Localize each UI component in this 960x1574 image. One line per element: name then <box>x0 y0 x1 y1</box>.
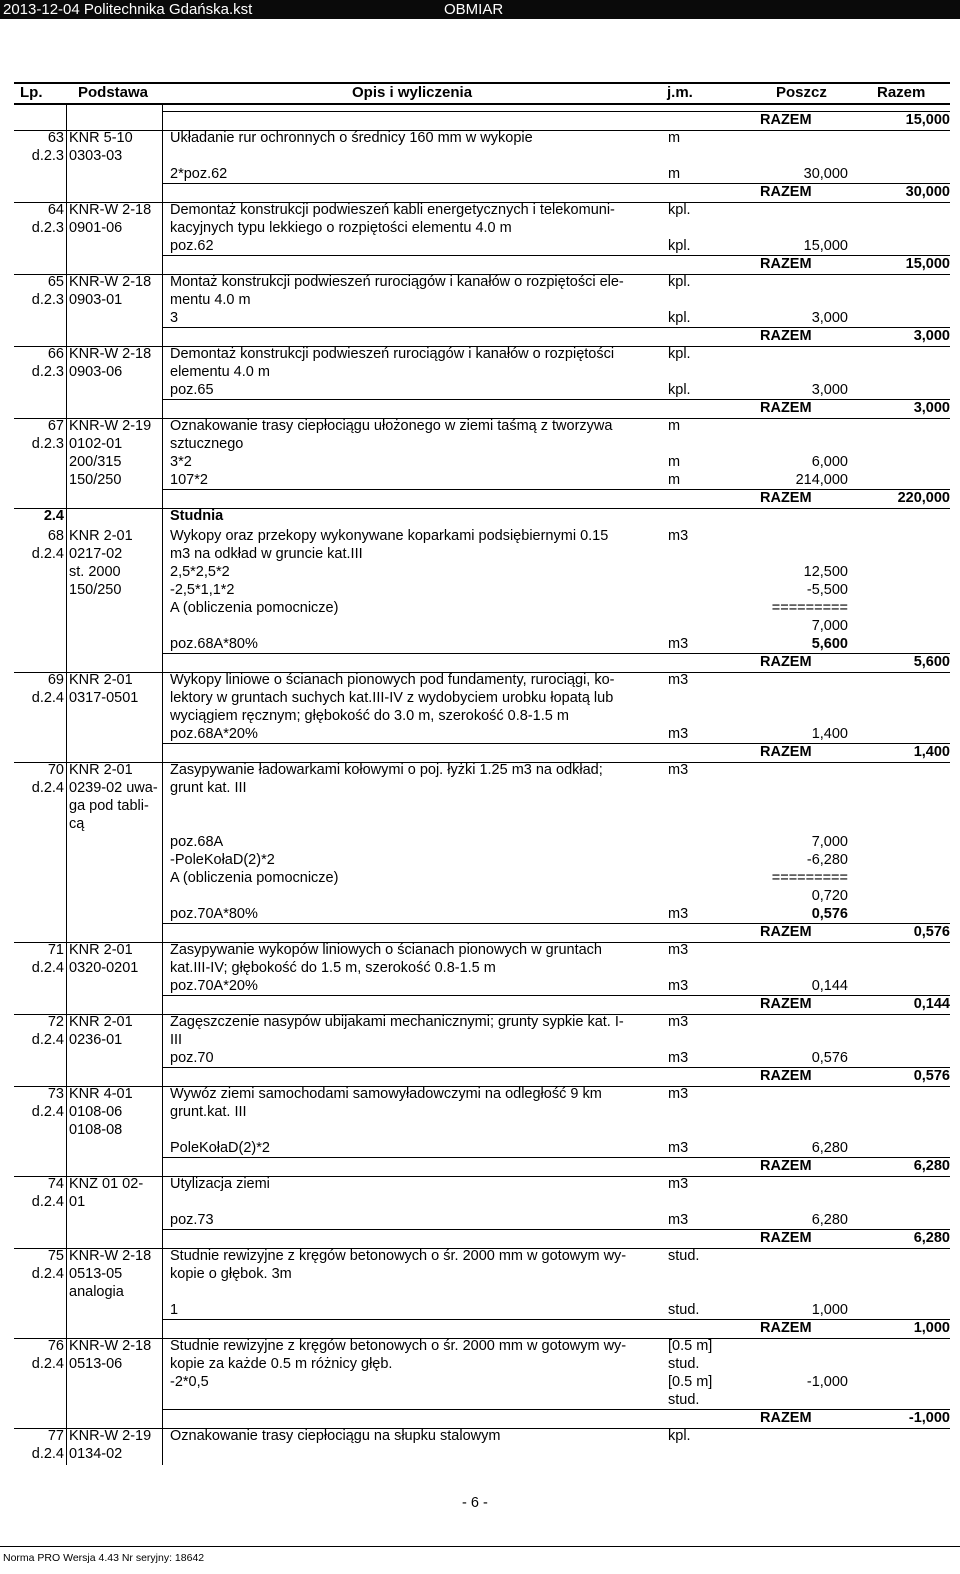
jm-cell: m3 <box>668 762 689 778</box>
opis-cell: mentu 4.0 m <box>170 292 251 308</box>
opis-cell: Zagęszczenie nasypów ubijakami mechanicznymi; grunty sypkie kat. I- <box>170 1014 624 1030</box>
lp-cell: 73 <box>47 1086 64 1102</box>
opis-cell: poz.68A*20% <box>170 726 258 742</box>
podstawa-cell: 01 <box>69 1194 86 1210</box>
opis-cell: elementu 4.0 m <box>170 364 270 380</box>
podstawa-cell: 0236-01 <box>69 1032 123 1048</box>
razem-value: 220,000 <box>897 490 950 506</box>
opis-cell: poz.62 <box>170 238 214 254</box>
razem-value: 3,000 <box>913 328 950 344</box>
poszcz-value: ========= <box>771 600 848 616</box>
jm-cell: kpl. <box>668 346 691 362</box>
opis-cell: III <box>170 1032 183 1048</box>
lp-cell: 74 <box>47 1176 64 1192</box>
jm-cell: stud. <box>668 1356 700 1372</box>
podstawa-cell: KNR 4-01 <box>69 1086 133 1102</box>
opis-cell: 3*2 <box>170 454 192 470</box>
razem-label: RAZEM <box>760 112 812 128</box>
podstawa-cell: KNZ 01 02- <box>69 1176 144 1192</box>
razem-rule <box>162 111 950 112</box>
podstawa-cell: 0901-06 <box>69 220 123 236</box>
opis-cell: Zasypywanie ładowarkami kołowymi o poj. łyżki 1.25 m3 na odkład; <box>170 762 603 778</box>
poszcz-value: 0,576 <box>811 1050 848 1066</box>
jm-cell: m3 <box>668 1176 689 1192</box>
jm-cell: m <box>668 130 681 146</box>
lp-cell: d.2.4 <box>31 1032 64 1048</box>
opis-cell: wyciągiem ręcznym; głębokość do 3.0 m, szerokość 0.8-1.5 m <box>170 708 569 724</box>
razem-rule-bottom <box>14 508 950 509</box>
lp-cell: 76 <box>47 1338 64 1354</box>
lp-cell: 75 <box>47 1248 64 1264</box>
jm-cell: kpl. <box>668 274 691 290</box>
lp-cell: 63 <box>47 130 64 146</box>
razem-value: -1,000 <box>908 1410 950 1426</box>
razem-rule <box>162 327 950 328</box>
lp-cell: 66 <box>47 346 64 362</box>
podstawa-cell: 0134-02 <box>69 1446 123 1462</box>
razem-value: 1,000 <box>913 1320 950 1336</box>
jm-cell: m3 <box>668 906 689 922</box>
podstawa-cell: 0317-0501 <box>69 690 139 706</box>
opis-cell: 107*2 <box>170 472 208 488</box>
opis-cell: Wykopy oraz przekopy wykonywane koparkami podsiębiernymi 0.15 <box>170 528 609 544</box>
opis-cell: kat.III-IV; głębokość do 1.5 m, szerokość 0.8-1.5 m <box>170 960 496 976</box>
podstawa-cell: KNR-W 2-18 <box>69 1338 152 1354</box>
jm-cell: stud. <box>668 1248 700 1264</box>
poszcz-value: 6,000 <box>811 454 848 470</box>
opis-cell: Demontaż konstrukcji podwieszeń rurociągów i kanałów o rozpiętości <box>170 346 615 362</box>
podstawa-cell: KNR-W 2-18 <box>69 346 152 362</box>
opis-cell: Utylizacja ziemi <box>170 1176 270 1192</box>
podstawa-cell: analogia <box>69 1284 124 1300</box>
jm-cell: kpl. <box>668 1428 691 1444</box>
opis-cell: 3 <box>170 310 179 326</box>
poszcz-value: 1,400 <box>811 726 848 742</box>
podstawa-cell: KNR 2-01 <box>69 762 133 778</box>
lp-cell: d.2.3 <box>31 292 64 308</box>
footer-rule <box>0 1546 960 1547</box>
col-header-podstawa: Podstawa <box>78 84 149 101</box>
opis-cell: -PoleKołaD(2)*2 <box>170 852 275 868</box>
opis-cell: grunt kat. III <box>170 780 247 796</box>
col-separator-lp <box>66 105 67 1465</box>
lp-cell: 65 <box>47 274 64 290</box>
poszcz-value: 0,576 <box>811 906 848 922</box>
lp-cell: d.2.4 <box>31 1104 64 1120</box>
lp-cell: d.2.3 <box>31 364 64 380</box>
razem-rule <box>162 1067 950 1068</box>
poszcz-value: 6,280 <box>811 1140 848 1156</box>
lp-cell: 69 <box>47 672 64 688</box>
opis-cell: Oznakowanie trasy ciepłociągu ułożonego w ziemi taśmą z tworzywa <box>170 418 613 434</box>
lp-cell: d.2.4 <box>31 1356 64 1372</box>
opis-cell: PoleKołaD(2)*2 <box>170 1140 270 1156</box>
podstawa-cell: 0108-06 <box>69 1104 123 1120</box>
opis-cell: -2*0,5 <box>170 1374 209 1390</box>
lp-cell: d.2.3 <box>31 220 64 236</box>
podstawa-cell: 0102-01 <box>69 436 123 452</box>
lp-cell: 64 <box>47 202 64 218</box>
podstawa-cell: 200/315 <box>69 454 122 470</box>
podstawa-cell: KNR 2-01 <box>69 528 133 544</box>
razem-label: RAZEM <box>760 256 812 272</box>
jm-cell: kpl. <box>668 202 691 218</box>
razem-label: RAZEM <box>760 184 812 200</box>
razem-label: RAZEM <box>760 654 812 670</box>
podstawa-cell: KNR-W 2-18 <box>69 1248 152 1264</box>
jm-cell: m3 <box>668 978 689 994</box>
opis-cell: Wywóz ziemi samochodami samowyładowczymi na odległość 9 km <box>170 1086 602 1102</box>
jm-cell: m <box>668 472 681 488</box>
jm-cell: m3 <box>668 1140 689 1156</box>
opis-cell: A (obliczenia pomocnicze) <box>170 870 339 886</box>
title-bar <box>0 0 960 19</box>
jm-cell: m3 <box>668 942 689 958</box>
jm-cell: [0.5 m] <box>668 1338 713 1354</box>
podstawa-cell: 0513-06 <box>69 1356 123 1372</box>
razem-rule <box>162 1319 950 1320</box>
razem-value: 3,000 <box>913 400 950 416</box>
opis-cell: poz.68A <box>170 834 224 850</box>
opis-cell: poz.70A*80% <box>170 906 258 922</box>
razem-label: RAZEM <box>760 400 812 416</box>
podstawa-cell: 150/250 <box>69 582 122 598</box>
lp-cell: 70 <box>47 762 64 778</box>
poszcz-value: -1,000 <box>806 1374 848 1390</box>
razem-value: 6,280 <box>913 1230 950 1246</box>
razem-value: 30,000 <box>905 184 950 200</box>
opis-cell: Układanie rur ochronnych o średnicy 160 mm w wykopie <box>170 130 533 146</box>
opis-cell: 1 <box>170 1302 179 1318</box>
opis-cell: lektory w gruntach suchych kat.III-IV z wydobyciem urobku łopatą lub <box>170 690 614 706</box>
jm-cell: m <box>668 418 681 434</box>
lp-cell: 2.4 <box>43 508 64 524</box>
opis-cell: grunt.kat. III <box>170 1104 247 1120</box>
razem-label: RAZEM <box>760 490 812 506</box>
jm-cell: m3 <box>668 636 689 652</box>
lp-cell: 71 <box>47 942 64 958</box>
jm-cell: m3 <box>668 1086 689 1102</box>
razem-label: RAZEM <box>760 1158 812 1174</box>
lp-cell: d.2.4 <box>31 690 64 706</box>
lp-cell: 68 <box>47 528 64 544</box>
razem-value: 0,144 <box>913 996 950 1012</box>
opis-cell: Wykopy liniowe o ścianach pionowych pod fundamenty, rurociągi, ko- <box>170 672 615 688</box>
opis-cell: poz.73 <box>170 1212 214 1228</box>
razem-value: 6,280 <box>913 1158 950 1174</box>
lp-cell: d.2.4 <box>31 1194 64 1210</box>
poszcz-value: 30,000 <box>803 166 848 182</box>
razem-rule <box>162 399 950 400</box>
podstawa-cell: st. 2000 <box>69 564 121 580</box>
jm-cell: m3 <box>668 1050 689 1066</box>
podstawa-cell: KNR 2-01 <box>69 672 133 688</box>
lp-cell: d.2.4 <box>31 1266 64 1282</box>
podstawa-cell: 0108-08 <box>69 1122 123 1138</box>
podstawa-cell: 0217-02 <box>69 546 123 562</box>
poszcz-value: 15,000 <box>803 238 848 254</box>
poszcz-value: 5,600 <box>811 636 848 652</box>
jm-cell: [0.5 m] <box>668 1374 713 1390</box>
razem-rule <box>162 1229 950 1230</box>
razem-rule <box>162 1157 950 1158</box>
podstawa-cell: KNR 2-01 <box>69 1014 133 1030</box>
razem-rule <box>162 183 950 184</box>
jm-cell: m <box>668 454 681 470</box>
lp-cell: d.2.4 <box>31 546 64 562</box>
razem-value: 0,576 <box>913 924 950 940</box>
poszcz-value: 0,144 <box>811 978 848 994</box>
poszcz-value: ========= <box>771 870 848 886</box>
poszcz-value: -6,280 <box>806 852 848 868</box>
podstawa-cell: 150/250 <box>69 472 122 488</box>
section-heading: Studnia <box>170 508 224 524</box>
lp-cell: d.2.4 <box>31 1446 64 1462</box>
opis-cell: -2,5*1,1*2 <box>170 582 235 598</box>
razem-rule-bottom <box>14 1176 950 1177</box>
podstawa-cell: ga pod tabli- <box>69 798 149 814</box>
header-bottom-rule <box>14 103 950 105</box>
podstawa-cell: 0239-02 uwa- <box>69 780 158 796</box>
razem-rule <box>162 653 950 654</box>
opis-cell: Montaż konstrukcji podwieszeń rurociągów i kanałów o rozpiętości ele- <box>170 274 624 290</box>
jm-cell: stud. <box>668 1302 700 1318</box>
opis-cell: poz.70A*20% <box>170 978 258 994</box>
lp-cell: d.2.3 <box>31 148 64 164</box>
lp-cell: 67 <box>47 418 64 434</box>
opis-cell: Studnie rewizyjne z kręgów betonowych o śr. 2000 mm w gotowym wy- <box>170 1338 627 1354</box>
col-header-poszcz: Poszcz <box>776 84 827 101</box>
podstawa-cell: 0903-06 <box>69 364 123 380</box>
razem-label: RAZEM <box>760 924 812 940</box>
podstawa-cell: KNR 2-01 <box>69 942 133 958</box>
jm-cell: stud. <box>668 1392 700 1408</box>
lp-cell: d.2.3 <box>31 436 64 452</box>
poszcz-value: 0,720 <box>811 888 848 904</box>
opis-cell: m3 na odkład w gruncie kat.III <box>170 546 363 562</box>
podstawa-cell: 0903-01 <box>69 292 123 308</box>
razem-label: RAZEM <box>760 744 812 760</box>
jm-cell: m3 <box>668 528 689 544</box>
software-version: Norma PRO Wersja 4.43 Nr seryjny: 18642 <box>3 1552 205 1564</box>
lp-cell: d.2.4 <box>31 960 64 976</box>
jm-cell: m <box>668 166 681 182</box>
podstawa-cell: KNR-W 2-18 <box>69 202 152 218</box>
opis-cell: kopie za każde 0.5 m różnicy głęb. <box>170 1356 393 1372</box>
opis-cell: poz.65 <box>170 382 214 398</box>
opis-cell: poz.68A*80% <box>170 636 258 652</box>
page-number: - 6 - <box>462 1495 488 1511</box>
podstawa-cell: cą <box>69 816 85 832</box>
col-header-jm: j.m. <box>667 84 693 101</box>
jm-cell: m3 <box>668 1212 689 1228</box>
poszcz-value: 12,500 <box>803 564 848 580</box>
poszcz-value: 3,000 <box>811 382 848 398</box>
razem-label: RAZEM <box>760 1320 812 1336</box>
col-header-opis: Opis i wyliczenia <box>352 84 473 101</box>
jm-cell: kpl. <box>668 310 691 326</box>
col-header-razem: Razem <box>877 84 926 101</box>
podstawa-cell: KNR 5-10 <box>69 130 133 146</box>
col-separator-podstawa <box>162 105 163 1465</box>
opis-cell: Zasypywanie wykopów liniowych o ścianach pionowych w gruntach <box>170 942 602 958</box>
podstawa-cell: KNR-W 2-19 <box>69 1428 152 1444</box>
poszcz-value: 214,000 <box>795 472 848 488</box>
razem-label: RAZEM <box>760 328 812 344</box>
jm-cell: kpl. <box>668 238 691 254</box>
razem-rule <box>162 743 950 744</box>
file-title: 2013-12-04 Politechnika Gdańska.kst <box>3 1 253 18</box>
podstawa-cell: 0513-05 <box>69 1266 123 1282</box>
document-type: OBMIAR <box>444 1 504 18</box>
podstawa-cell: 0320-0201 <box>69 960 139 976</box>
razem-label: RAZEM <box>760 1068 812 1084</box>
lp-cell: 77 <box>47 1428 64 1444</box>
poszcz-value: 7,000 <box>811 834 848 850</box>
razem-value: 5,600 <box>913 654 950 670</box>
opis-cell: Oznakowanie trasy ciepłociągu na słupku stalowym <box>170 1428 501 1444</box>
razem-rule <box>162 923 950 924</box>
opis-cell: kopie o głębok. 3m <box>170 1266 292 1282</box>
opis-cell: A (obliczenia pomocnicze) <box>170 600 339 616</box>
opis-cell: 2,5*2,5*2 <box>170 564 230 580</box>
razem-value: 15,000 <box>905 256 950 272</box>
razem-label: RAZEM <box>760 1230 812 1246</box>
razem-rule <box>162 1409 950 1410</box>
razem-rule <box>162 995 950 996</box>
lp-cell: 72 <box>47 1014 64 1030</box>
opis-cell: Demontaż konstrukcji podwieszeń kabli energetycznych i telekomuni- <box>170 202 615 218</box>
razem-value: 15,000 <box>905 112 950 128</box>
razem-value: 1,400 <box>913 744 950 760</box>
jm-cell: m3 <box>668 672 689 688</box>
podstawa-cell: KNR-W 2-19 <box>69 418 152 434</box>
opis-cell: poz.70 <box>170 1050 214 1066</box>
razem-label: RAZEM <box>760 996 812 1012</box>
podstawa-cell: KNR-W 2-18 <box>69 274 152 290</box>
opis-cell: sztucznego <box>170 436 244 452</box>
razem-rule <box>162 255 950 256</box>
poszcz-value: 7,000 <box>811 618 848 634</box>
razem-rule <box>162 489 950 490</box>
lp-cell: d.2.4 <box>31 780 64 796</box>
razem-value: 0,576 <box>913 1068 950 1084</box>
opis-cell: kacyjnych typu lekkiego o rozpiętości elementu 4.0 m <box>170 220 512 236</box>
col-header-lp: Lp. <box>20 84 43 101</box>
opis-cell: Studnie rewizyjne z kręgów betonowych o śr. 2000 mm w gotowym wy- <box>170 1248 627 1264</box>
podstawa-cell: 0303-03 <box>69 148 123 164</box>
jm-cell: kpl. <box>668 382 691 398</box>
jm-cell: m3 <box>668 1014 689 1030</box>
poszcz-value: 1,000 <box>811 1302 848 1318</box>
opis-cell: 2*poz.62 <box>170 166 228 182</box>
razem-label: RAZEM <box>760 1410 812 1426</box>
poszcz-value: 3,000 <box>811 310 848 326</box>
poszcz-value: 6,280 <box>811 1212 848 1228</box>
poszcz-value: -5,500 <box>806 582 848 598</box>
jm-cell: m3 <box>668 726 689 742</box>
